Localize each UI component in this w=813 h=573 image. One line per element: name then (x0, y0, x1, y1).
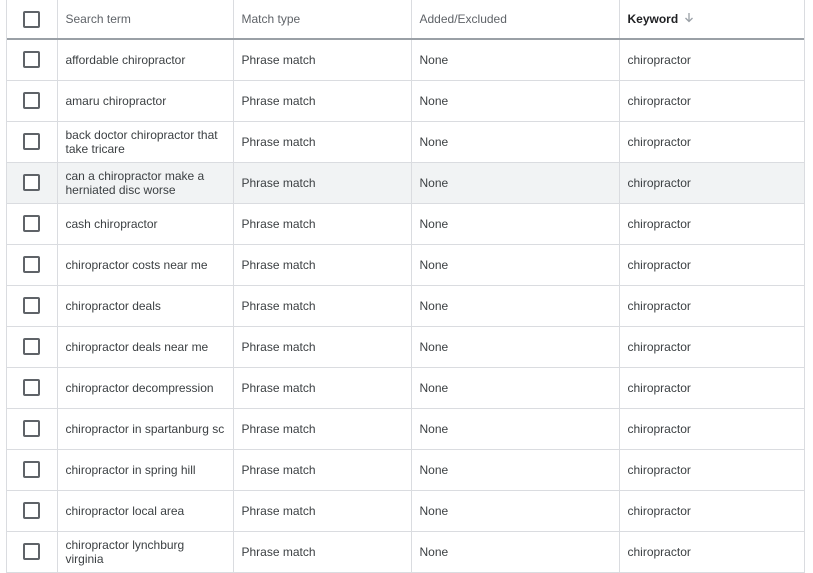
row-select-cell (7, 285, 57, 326)
table-row[interactable] (7, 285, 804, 326)
search-term-cell: cash chiropractor (57, 203, 233, 244)
row-checkbox[interactable] (23, 297, 40, 314)
added-excluded-cell: None (411, 80, 619, 121)
search-terms-table (7, 0, 804, 573)
table-header (7, 0, 804, 39)
row-checkbox[interactable] (23, 502, 40, 519)
row-checkbox[interactable] (23, 92, 40, 109)
table-row[interactable] (7, 121, 804, 162)
search-term-cell: can a chiropractor make a herniated disc worse (57, 162, 233, 203)
row-checkbox[interactable] (23, 338, 40, 355)
row-select-cell (7, 80, 57, 121)
header-added-excluded[interactable]: Added/Excluded (411, 0, 619, 39)
row-select-cell (7, 367, 57, 408)
keyword-cell: chiropractor (619, 408, 804, 449)
search-term-cell: chiropractor deals near me (57, 326, 233, 367)
row-checkbox[interactable] (23, 174, 40, 191)
search-term-cell: chiropractor lynchburg virginia (57, 531, 233, 572)
table-row[interactable] (7, 162, 804, 203)
search-term-cell: chiropractor in spartanburg sc (57, 408, 233, 449)
added-excluded-cell: None (411, 39, 619, 80)
keyword-cell: chiropractor (619, 244, 804, 285)
keyword-cell: chiropractor (619, 490, 804, 531)
match-type-cell: Phrase match (233, 80, 411, 121)
added-excluded-cell: None (411, 244, 619, 285)
table-row[interactable] (7, 367, 804, 408)
row-select-cell (7, 39, 57, 80)
added-excluded-cell: None (411, 121, 619, 162)
header-row (7, 0, 804, 39)
row-select-cell (7, 531, 57, 572)
table-row[interactable] (7, 80, 804, 121)
keyword-cell: chiropractor (619, 367, 804, 408)
match-type-cell: Phrase match (233, 490, 411, 531)
search-terms-table-container (6, 0, 805, 573)
row-select-cell (7, 449, 57, 490)
match-type-cell: Phrase match (233, 408, 411, 449)
search-term-cell: chiropractor in spring hill (57, 449, 233, 490)
search-term-cell: back doctor chiropractor that take tricare (57, 121, 233, 162)
row-select-cell (7, 244, 57, 285)
table-row[interactable] (7, 39, 804, 80)
keyword-cell: chiropractor (619, 285, 804, 326)
search-term-cell: chiropractor deals (57, 285, 233, 326)
row-checkbox[interactable] (23, 215, 40, 232)
header-search-term[interactable]: Search term (57, 0, 233, 39)
row-checkbox[interactable] (23, 461, 40, 478)
match-type-cell: Phrase match (233, 39, 411, 80)
search-term-cell: amaru chiropractor (57, 80, 233, 121)
added-excluded-cell: None (411, 449, 619, 490)
keyword-cell: chiropractor (619, 121, 804, 162)
row-select-cell (7, 490, 57, 531)
table-row[interactable] (7, 326, 804, 367)
table-row[interactable] (7, 490, 804, 531)
header-keyword[interactable] (619, 0, 804, 39)
row-select-cell (7, 121, 57, 162)
match-type-cell: Phrase match (233, 367, 411, 408)
table-row[interactable] (7, 408, 804, 449)
row-select-cell (7, 408, 57, 449)
row-checkbox[interactable] (23, 379, 40, 396)
match-type-cell: Phrase match (233, 531, 411, 572)
row-checkbox[interactable] (23, 543, 40, 560)
search-term-cell: affordable chiropractor (57, 39, 233, 80)
match-type-cell: Phrase match (233, 326, 411, 367)
search-term-cell: chiropractor local area (57, 490, 233, 531)
table-body (7, 39, 804, 572)
row-checkbox[interactable] (23, 51, 40, 68)
select-all-checkbox[interactable] (23, 11, 40, 28)
match-type-cell: Phrase match (233, 449, 411, 490)
row-checkbox[interactable] (23, 420, 40, 437)
added-excluded-cell: None (411, 490, 619, 531)
added-excluded-cell: None (411, 531, 619, 572)
keyword-cell: chiropractor (619, 449, 804, 490)
keyword-cell: chiropractor (619, 162, 804, 203)
added-excluded-cell: None (411, 367, 619, 408)
keyword-cell: chiropractor (619, 80, 804, 121)
table-row[interactable] (7, 203, 804, 244)
arrow-down-icon (684, 12, 694, 26)
row-checkbox[interactable] (23, 256, 40, 273)
added-excluded-cell: None (411, 408, 619, 449)
select-all-cell (7, 0, 57, 39)
row-checkbox[interactable] (23, 133, 40, 150)
row-select-cell (7, 203, 57, 244)
header-keyword-label: Keyword (627, 12, 679, 26)
added-excluded-cell: None (411, 326, 619, 367)
table-row[interactable] (7, 244, 804, 285)
row-select-cell (7, 326, 57, 367)
keyword-cell: chiropractor (619, 326, 804, 367)
match-type-cell: Phrase match (233, 285, 411, 326)
added-excluded-cell: None (411, 285, 619, 326)
keyword-cell: chiropractor (619, 203, 804, 244)
row-select-cell (7, 162, 57, 203)
added-excluded-cell: None (411, 203, 619, 244)
keyword-cell: chiropractor (619, 531, 804, 572)
match-type-cell: Phrase match (233, 121, 411, 162)
header-match-type[interactable]: Match type (233, 0, 411, 39)
table-row[interactable] (7, 531, 804, 572)
match-type-cell: Phrase match (233, 244, 411, 285)
table-row[interactable] (7, 449, 804, 490)
added-excluded-cell: None (411, 162, 619, 203)
match-type-cell: Phrase match (233, 162, 411, 203)
keyword-cell: chiropractor (619, 39, 804, 80)
search-term-cell: chiropractor decompression (57, 367, 233, 408)
match-type-cell: Phrase match (233, 203, 411, 244)
search-term-cell: chiropractor costs near me (57, 244, 233, 285)
